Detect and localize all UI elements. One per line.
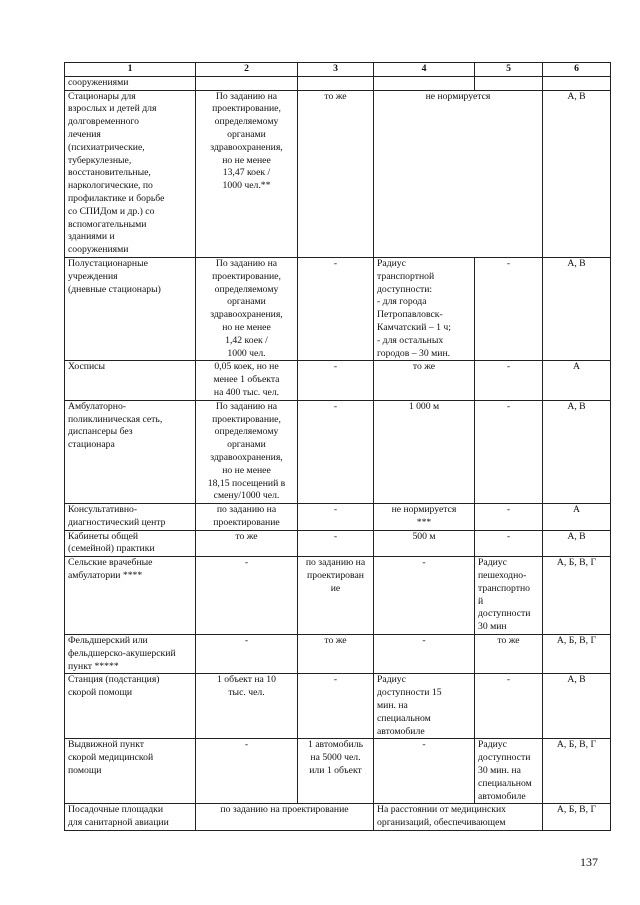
table-row [65, 674, 611, 739]
table-cell: А, В [543, 257, 611, 360]
table-row [65, 90, 611, 257]
table-row [65, 504, 611, 531]
table-row [65, 257, 611, 360]
object-name-cell: Амбулаторно- поликлиническая сеть, диспансеры без стационара [65, 400, 196, 503]
table-row [65, 361, 611, 400]
object-name-cell: Консультативно- диагностический центр [65, 504, 196, 531]
header-cell: 3 [298, 63, 374, 77]
table-cell: - [298, 530, 374, 557]
object-name-cell: Посадочные площадки для санитарной авиации [65, 804, 196, 831]
table-cell: не нормируется *** [374, 504, 475, 531]
table-cell: А, Б, В, Г [543, 635, 611, 674]
table-cell: - [374, 635, 475, 674]
header-cell: 4 [374, 63, 475, 77]
header-cell: 5 [475, 63, 543, 77]
table-cell: А [543, 504, 611, 531]
table-cell: - [475, 257, 543, 360]
object-name-cell: Выдвижной пункт скорой медицинской помощи [65, 739, 196, 804]
table-cell: А, В [543, 400, 611, 503]
table-cell: 1 объект на 10 тыс. чел. [196, 674, 298, 739]
table-cell: - [298, 674, 374, 739]
table-cell: - [374, 739, 475, 804]
table-cell: то же [374, 361, 475, 400]
table-cell: 1 автомобиль на 5000 чел. или 1 объект [298, 739, 374, 804]
page-number: 137 [580, 855, 598, 869]
table-cell: 1 000 м [374, 400, 475, 503]
table-cell: - [475, 530, 543, 557]
object-name-cell: Сельские врачебные амбулатории **** [65, 557, 196, 635]
table-cell: - [475, 674, 543, 739]
header-row [65, 63, 611, 77]
table-cell [196, 76, 298, 90]
table-cell: - [298, 361, 374, 400]
table-cell: - [298, 257, 374, 360]
table-cell: Радиус пешеходно- транспортно й доступности 30 мин [475, 557, 543, 635]
object-name-cell: Стационары для взрослых и детей для долговременного лечения (психиатрические, туберкулезные, восстановительные, наркологические, по профилактике и борьбе со СПИДом и др.) со вспомогательными зданиями и сооружениями [65, 90, 196, 257]
table-cell: то же [196, 530, 298, 557]
table-cell: - [475, 504, 543, 531]
table-cell: не нормируется [374, 90, 543, 257]
table-cell: По заданию на проектирование, определяемому органами здравоохранения, но не менее 18,15 посещений в смену/1000 чел. [196, 400, 298, 503]
table-cell: - [196, 557, 298, 635]
table-cell: - [475, 400, 543, 503]
table-cell: по заданию на проектирован ие [298, 557, 374, 635]
table-cell: А [543, 361, 611, 400]
table-cell: А, В [543, 90, 611, 257]
table-row [65, 400, 611, 503]
table-cell: А, Б, В, Г [543, 804, 611, 831]
object-name-cell: сооружениями [65, 76, 196, 90]
table-row [65, 804, 611, 831]
table-cell: то же [298, 635, 374, 674]
table-cell: Радиус доступности 30 мин. на специальном автомобиле [475, 739, 543, 804]
table-row [65, 76, 611, 90]
table-row [65, 557, 611, 635]
table-cell [475, 76, 543, 90]
table-cell: Радиус доступности 15 мин. на специальном автомобиле [374, 674, 475, 739]
table-cell: - [298, 400, 374, 503]
table-row [65, 530, 611, 557]
table-cell: - [475, 361, 543, 400]
table-cell: На расстоянии от медицинских организаций, обеспечивающем [374, 804, 543, 831]
object-name-cell: Полустационарные учреждения (дневные стационары) [65, 257, 196, 360]
table-cell: - [196, 635, 298, 674]
object-name-cell: Хосписы [65, 361, 196, 400]
table-cell: По заданию на проектирование, определяемому органами здравоохранения, но не менее 13,47 коек / 1000 чел.** [196, 90, 298, 257]
header-cell: 2 [196, 63, 298, 77]
table-cell: то же [298, 90, 374, 257]
table-row [65, 739, 611, 804]
table-cell: 500 м [374, 530, 475, 557]
requirements-table [64, 62, 611, 831]
table-cell: - [298, 504, 374, 531]
object-name-cell: Кабинеты общей (семейной) практики [65, 530, 196, 557]
table-cell: - [196, 739, 298, 804]
object-name-cell: Станция (подстанция) скорой помощи [65, 674, 196, 739]
table-cell: А, В [543, 674, 611, 739]
table-cell [298, 76, 374, 90]
table-row [65, 635, 611, 674]
header-cell: 6 [543, 63, 611, 77]
table-cell: - [374, 557, 475, 635]
table-cell: А, Б, В, Г [543, 739, 611, 804]
table-cell: По заданию на проектирование, определяемому органами здравоохранения, но не менее 1,42 коек / 1000 чел. [196, 257, 298, 360]
table-cell: 0,05 коек, но не менее 1 объекта на 400 тыс. чел. [196, 361, 298, 400]
table-cell: А, В [543, 530, 611, 557]
object-name-cell: Фельдшерский или фельдшерско-акушерский пункт ***** [65, 635, 196, 674]
table-cell [374, 76, 475, 90]
table-cell: Радиус транспортной доступности: - для города Петропавловск- Камчатский – 1 ч; - для остальных городов – 30 мин. [374, 257, 475, 360]
table-cell: по заданию на проектирование [196, 504, 298, 531]
header-cell: 1 [65, 63, 196, 77]
table-cell: по заданию на проектирование [196, 804, 374, 831]
table-cell: А, Б, В, Г [543, 557, 611, 635]
table-cell [543, 76, 611, 90]
table-cell: то же [475, 635, 543, 674]
